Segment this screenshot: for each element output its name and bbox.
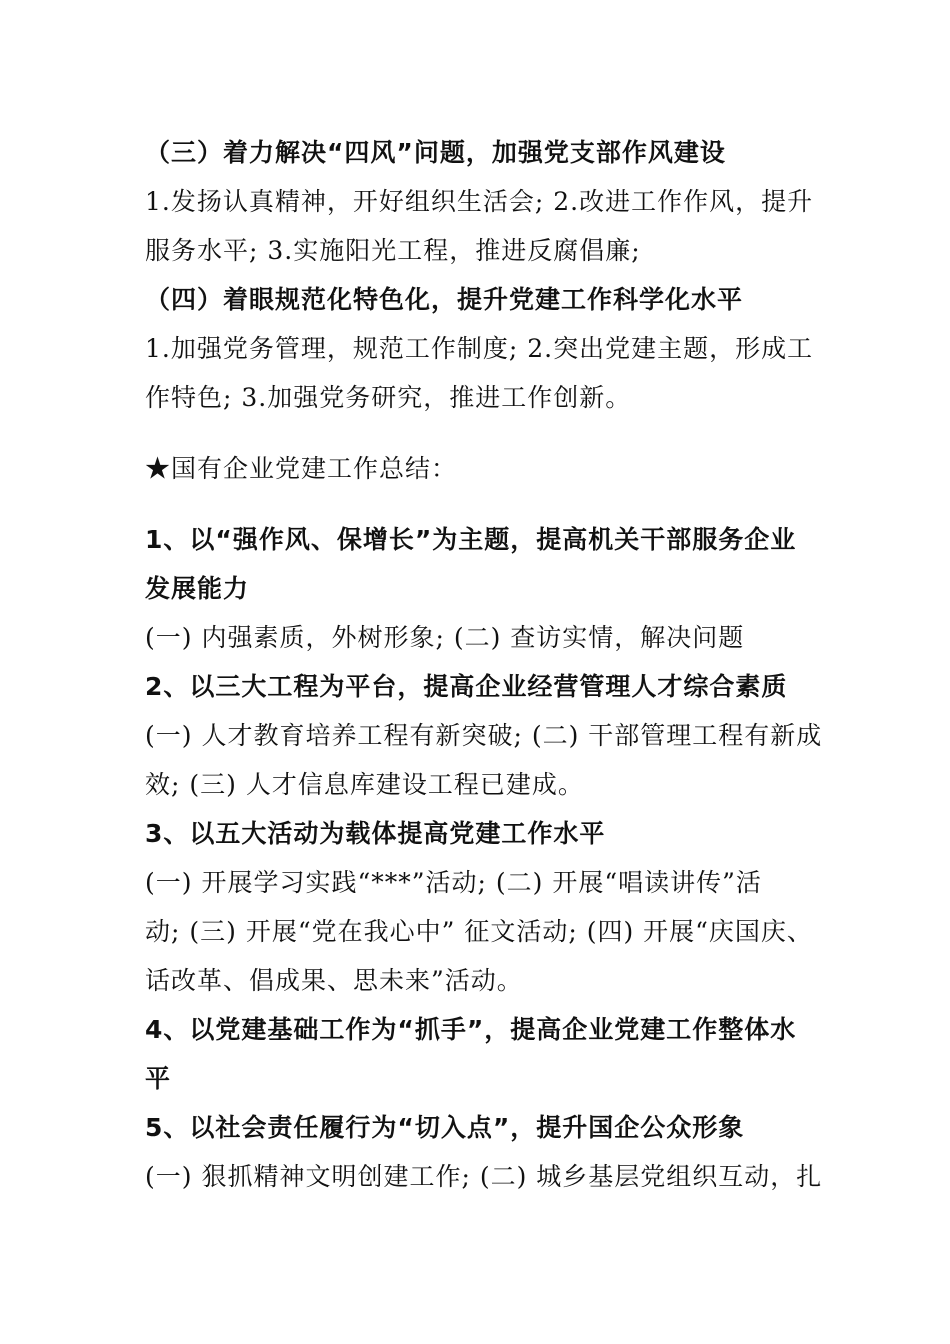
section4-line-2: 作特色; 3.加强党务研究，推进工作创新。 bbox=[145, 383, 632, 412]
section4-line-1: 1.加强党务管理，规范工作制度; 2.突出党建主题，形成工 bbox=[145, 334, 814, 363]
item4-heading-line-2: 平 bbox=[145, 1064, 172, 1093]
item1-heading-line-1: 1、以“强作风、保增长”为主题，提高机关干部服务企业 bbox=[145, 525, 797, 554]
item2-heading: 2、以三大工程为平台，提高企业经营管理人才综合素质 bbox=[145, 672, 788, 701]
item1-line-1: (一) 内强素质，外树形象; (二) 查访实情，解决问题 bbox=[145, 623, 745, 652]
section3-line-2: 服务水平; 3.实施阳光工程，推进反腐倡廉; bbox=[145, 236, 641, 265]
document-page bbox=[145, 128, 835, 1201]
item3-line-3: 话改革、倡成果、思未来”活动。 bbox=[145, 966, 523, 995]
item3-line-2: 动; (三) 开展“党在我心中” 征文活动; (四) 开展“庆国庆、 bbox=[145, 917, 813, 946]
item5-heading: 5、以社会责任履行为“切入点”，提升国企公众形象 bbox=[145, 1113, 745, 1142]
spacer bbox=[145, 422, 835, 444]
spacer bbox=[145, 493, 835, 515]
item1-heading-line-2: 发展能力 bbox=[145, 574, 250, 603]
item2-line-1: (一) 人才教育培养工程有新突破; (二) 干部管理工程有新成 bbox=[145, 721, 823, 750]
summary-title: ★国有企业党建工作总结： bbox=[145, 454, 458, 483]
section3-line-1: 1.发扬认真精神，开好组织生活会; 2.改进工作作风，提升 bbox=[145, 187, 814, 216]
section4-heading: （四）着眼规范化特色化，提升党建工作科学化水平 bbox=[145, 285, 744, 314]
item5-line-1: (一) 狠抓精神文明创建工作; (二) 城乡基层党组织互动，扎 bbox=[145, 1162, 823, 1191]
section3-heading: （三）着力解决“四风”问题，加强党支部作风建设 bbox=[145, 138, 726, 167]
item4-heading-line-1: 4、以党建基础工作为“抓手”，提高企业党建工作整体水 bbox=[145, 1015, 797, 1044]
item3-line-1: (一) 开展学习实践“***”活动; (二) 开展“唱读讲传”活 bbox=[145, 868, 762, 897]
item2-line-2: 效; (三) 人才信息库建设工程已建成。 bbox=[145, 770, 584, 799]
item3-heading: 3、以五大活动为载体提高党建工作水平 bbox=[145, 819, 606, 848]
